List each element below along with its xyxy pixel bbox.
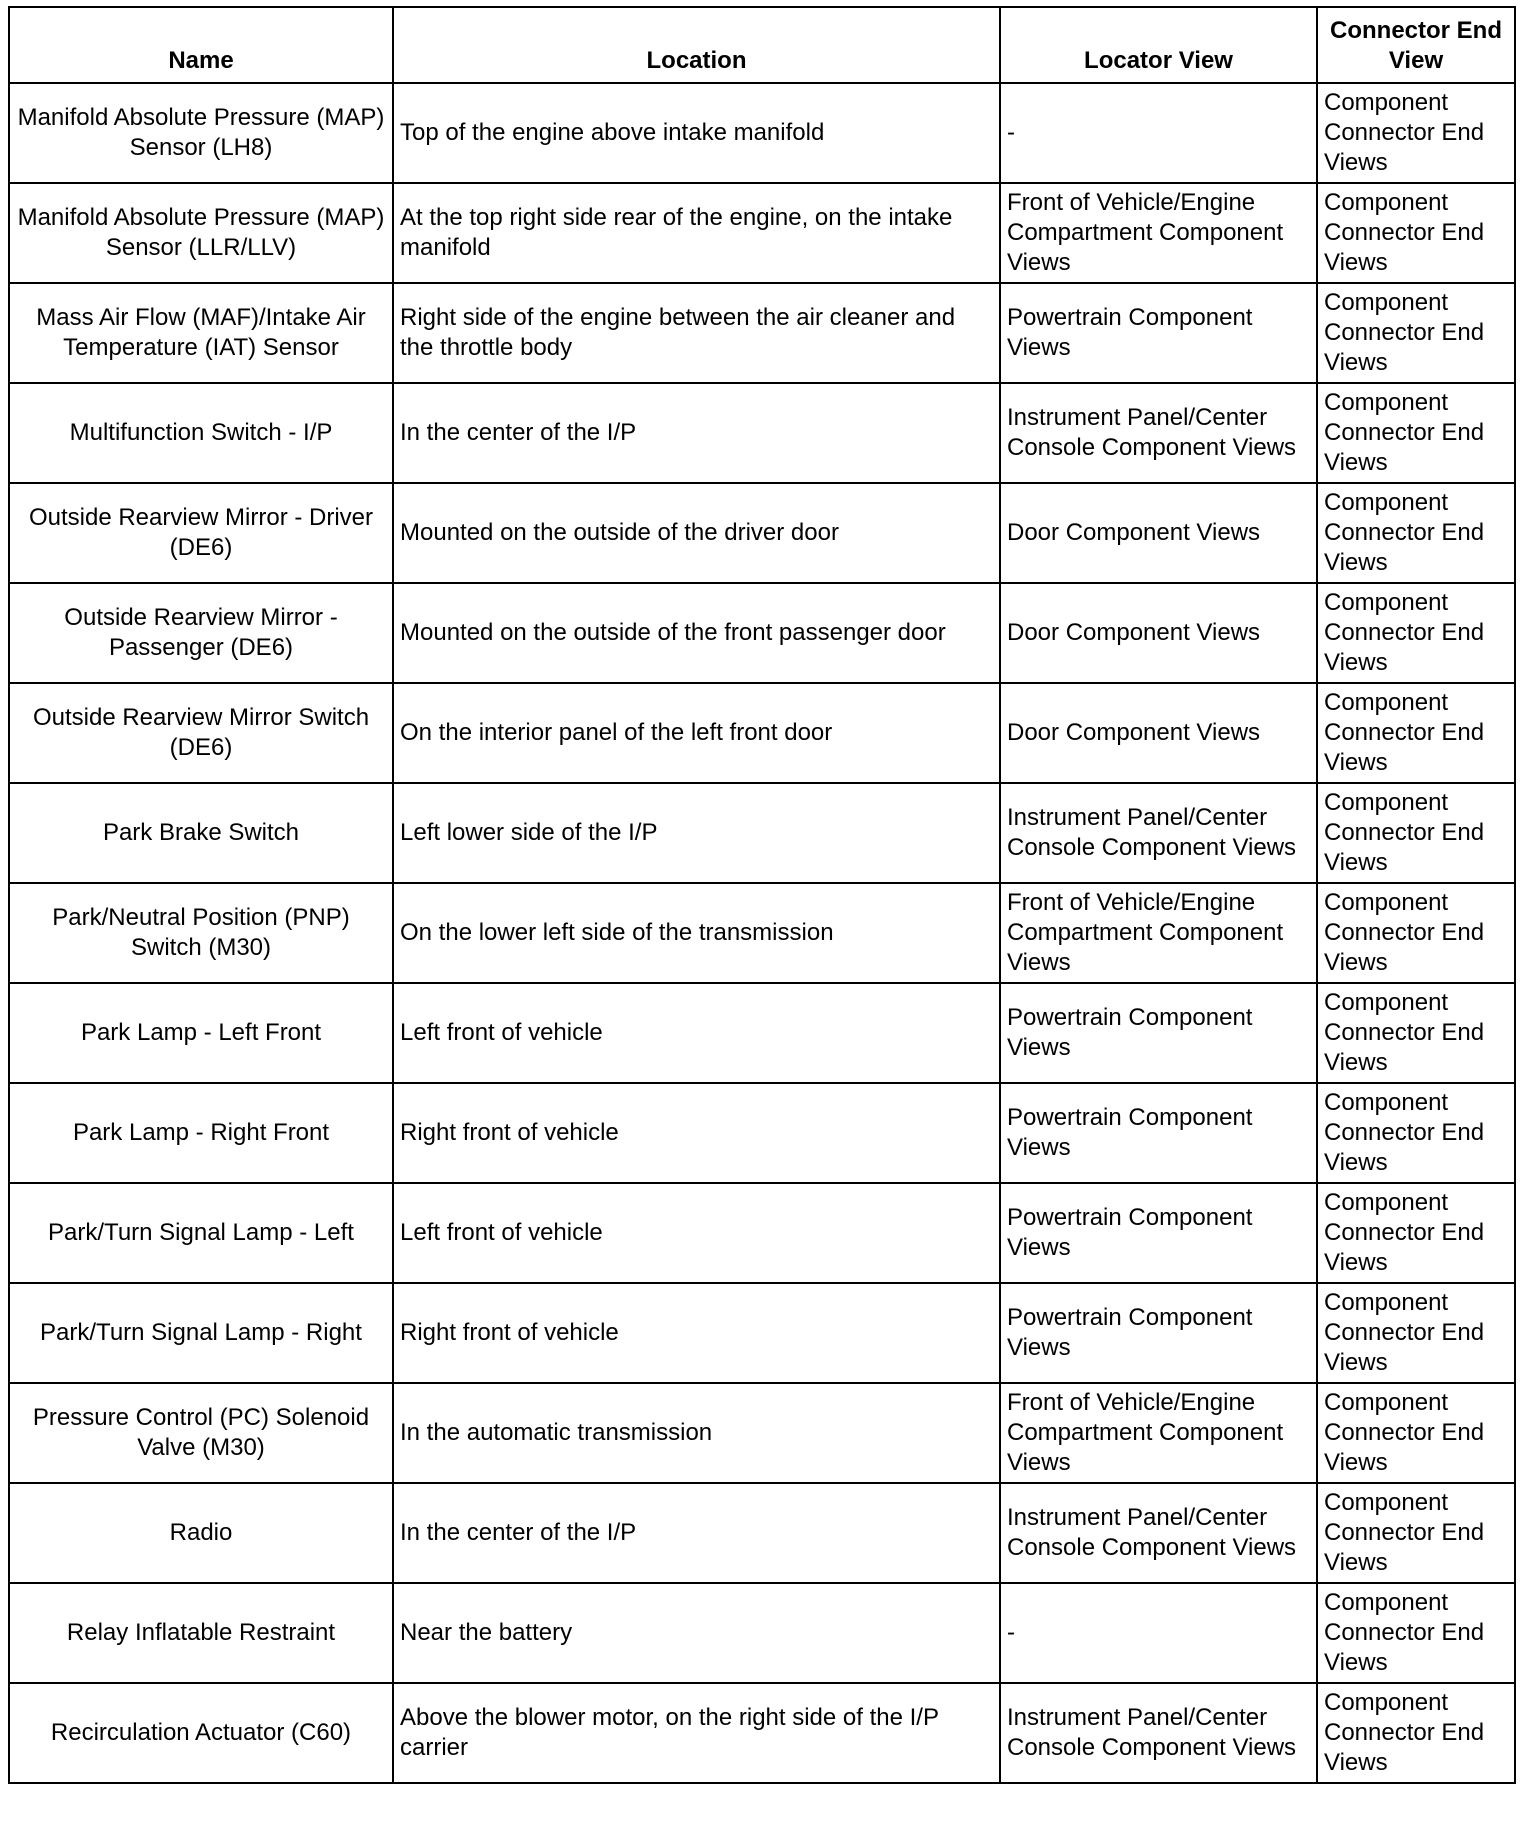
table-row [9,1583,1515,1683]
cell-name: Park Lamp - Right Front [9,1083,393,1183]
cell-connector-end-view: Component Connector End Views [1317,183,1515,283]
table-row [9,1383,1515,1483]
cell-locator-view: - [1000,1583,1317,1683]
cell-connector-end-view: Component Connector End Views [1317,583,1515,683]
cell-name: Outside Rearview Mirror - Driver (DE6) [9,483,393,583]
cell-locator-view: Door Component Views [1000,683,1317,783]
cell-location: On the interior panel of the left front door [393,683,1000,783]
table-row [9,583,1515,683]
header-row [9,7,1515,83]
cell-locator-view: Instrument Panel/Center Console Component Views [1000,783,1317,883]
cell-locator-view: - [1000,83,1317,183]
cell-location: Mounted on the outside of the front passenger door [393,583,1000,683]
table-row [9,983,1515,1083]
cell-location: Left lower side of the I/P [393,783,1000,883]
cell-connector-end-view: Component Connector End Views [1317,1583,1515,1683]
cell-connector-end-view: Component Connector End Views [1317,83,1515,183]
cell-connector-end-view: Component Connector End Views [1317,1383,1515,1483]
cell-connector-end-view: Component Connector End Views [1317,283,1515,383]
cell-location: Right front of vehicle [393,1283,1000,1383]
cell-location: Mounted on the outside of the driver door [393,483,1000,583]
cell-location: Right front of vehicle [393,1083,1000,1183]
cell-locator-view: Front of Vehicle/Engine Compartment Component Views [1000,1383,1317,1483]
cell-connector-end-view: Component Connector End Views [1317,1183,1515,1283]
cell-connector-end-view: Component Connector End Views [1317,783,1515,883]
header-locator-view: Locator View [1000,7,1317,83]
cell-connector-end-view: Component Connector End Views [1317,683,1515,783]
cell-connector-end-view: Component Connector End Views [1317,883,1515,983]
cell-locator-view: Instrument Panel/Center Console Component Views [1000,1683,1317,1783]
cell-locator-view: Powertrain Component Views [1000,1183,1317,1283]
cell-name: Manifold Absolute Pressure (MAP) Sensor (LH8) [9,83,393,183]
cell-name: Mass Air Flow (MAF)/Intake Air Temperature (IAT) Sensor [9,283,393,383]
cell-locator-view: Door Component Views [1000,483,1317,583]
cell-name: Outside Rearview Mirror Switch (DE6) [9,683,393,783]
cell-locator-view: Front of Vehicle/Engine Compartment Component Views [1000,883,1317,983]
table-row [9,83,1515,183]
cell-name: Pressure Control (PC) Solenoid Valve (M30) [9,1383,393,1483]
cell-name: Park/Neutral Position (PNP) Switch (M30) [9,883,393,983]
table-row [9,1683,1515,1783]
header-connector-end-view: Connector End View [1317,7,1515,83]
cell-location: Near the battery [393,1583,1000,1683]
cell-connector-end-view: Component Connector End Views [1317,483,1515,583]
cell-connector-end-view: Component Connector End Views [1317,1483,1515,1583]
cell-name: Outside Rearview Mirror - Passenger (DE6) [9,583,393,683]
cell-locator-view: Instrument Panel/Center Console Component Views [1000,1483,1317,1583]
table-row [9,783,1515,883]
cell-locator-view: Powertrain Component Views [1000,283,1317,383]
cell-location: Left front of vehicle [393,1183,1000,1283]
table-row [9,1283,1515,1383]
cell-locator-view: Front of Vehicle/Engine Compartment Component Views [1000,183,1317,283]
cell-location: Top of the engine above intake manifold [393,83,1000,183]
cell-connector-end-view: Component Connector End Views [1317,1283,1515,1383]
cell-connector-end-view: Component Connector End Views [1317,1683,1515,1783]
table-row [9,383,1515,483]
cell-name: Relay Inflatable Restraint [9,1583,393,1683]
cell-location: On the lower left side of the transmission [393,883,1000,983]
cell-name: Park Lamp - Left Front [9,983,393,1083]
cell-locator-view: Powertrain Component Views [1000,1083,1317,1183]
cell-location: At the top right side rear of the engine, on the intake manifold [393,183,1000,283]
table-row [9,1083,1515,1183]
cell-location: Left front of vehicle [393,983,1000,1083]
cell-location: In the center of the I/P [393,1483,1000,1583]
table-body [9,83,1515,1783]
table-row [9,483,1515,583]
cell-locator-view: Instrument Panel/Center Console Component Views [1000,383,1317,483]
component-locator-table-container [8,6,1514,1784]
cell-locator-view: Powertrain Component Views [1000,1283,1317,1383]
table-row [9,683,1515,783]
cell-location: Above the blower motor, on the right side of the I/P carrier [393,1683,1000,1783]
table-row [9,183,1515,283]
table-row [9,883,1515,983]
cell-locator-view: Door Component Views [1000,583,1317,683]
cell-name: Manifold Absolute Pressure (MAP) Sensor (LLR/LLV) [9,183,393,283]
cell-location: In the center of the I/P [393,383,1000,483]
cell-connector-end-view: Component Connector End Views [1317,1083,1515,1183]
cell-name: Multifunction Switch - I/P [9,383,393,483]
header-name: Name [9,7,393,83]
table-row [9,1183,1515,1283]
cell-name: Park/Turn Signal Lamp - Left [9,1183,393,1283]
cell-locator-view: Powertrain Component Views [1000,983,1317,1083]
table-row [9,1483,1515,1583]
cell-connector-end-view: Component Connector End Views [1317,383,1515,483]
cell-name: Recirculation Actuator (C60) [9,1683,393,1783]
table-row [9,283,1515,383]
cell-name: Park/Turn Signal Lamp - Right [9,1283,393,1383]
header-location: Location [393,7,1000,83]
cell-location: In the automatic transmission [393,1383,1000,1483]
cell-name: Park Brake Switch [9,783,393,883]
cell-location: Right side of the engine between the air cleaner and the throttle body [393,283,1000,383]
cell-connector-end-view: Component Connector End Views [1317,983,1515,1083]
cell-name: Radio [9,1483,393,1583]
component-locator-table [8,6,1516,1784]
